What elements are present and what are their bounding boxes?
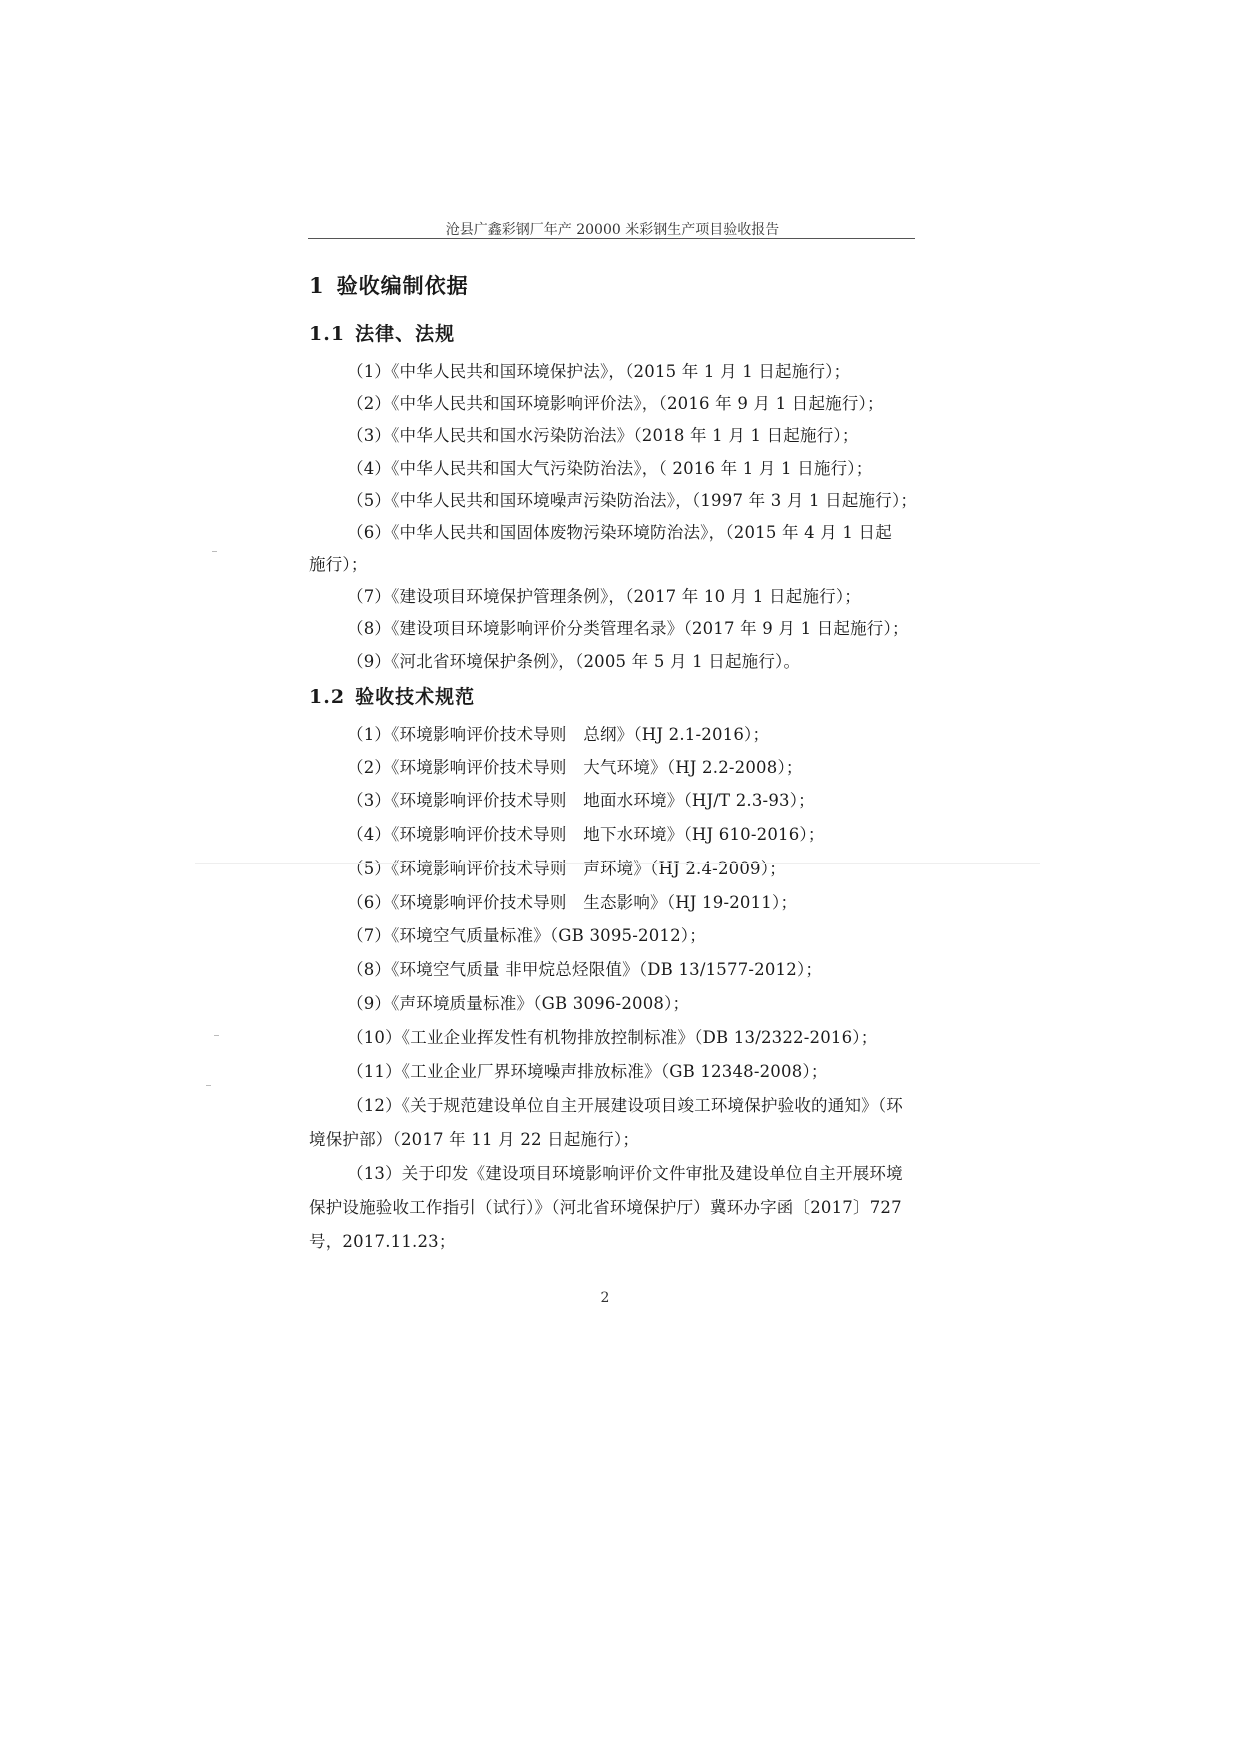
list-item: （2）《中华人民共和国环境影响评价法》，（2016 年 9 月 1 日起施行）； — [347, 394, 884, 413]
list-item: （1）《中华人民共和国环境保护法》，（2015 年 1 月 1 日起施行）； — [347, 362, 851, 381]
list-item: （5）《中华人民共和国环境噪声污染防治法》，（1997 年 3 月 1 日起施行）； — [347, 491, 918, 510]
list-item: （7）《建设项目环境保护管理条例》，（2017 年 10 月 1 日起施行）； — [347, 587, 862, 606]
list-item: （2）《环境影响评价技术导则 大气环境》（HJ 2.2-2008）； — [347, 758, 803, 777]
scan-artifact-line — [195, 863, 1040, 864]
list-item: （3）《环境影响评价技术导则 地面水环境》（HJ/T 2.3-93）； — [347, 791, 815, 810]
section-heading — [309, 270, 469, 300]
list-item: （8）《建设项目环境影响评价分类管理名录》（2017 年 9 月 1 日起施行）； — [347, 619, 909, 638]
subsection-number: 1.1 — [309, 323, 346, 345]
list-item-continuation: 号，2017.11.23； — [309, 1232, 456, 1251]
list-item: （4）《中华人民共和国大气污染防治法》，（ 2016 年 1 月 1 日施行）； — [347, 459, 873, 478]
subsection-title: 法律、法规 — [355, 323, 456, 345]
section-title: 验收编制依据 — [336, 273, 469, 298]
list-item-continuation: 保护设施验收工作指引（试行）》（河北省环境保护厅）冀环办字函〔2017〕727 — [309, 1198, 902, 1217]
subsection-heading-laws — [309, 319, 455, 346]
subsection-number: 1.2 — [309, 686, 346, 708]
scan-speck — [214, 1035, 219, 1036]
list-item: （12）《关于规范建设单位自主开展建设项目竣工环境保护验收的通知》（环 — [347, 1096, 903, 1115]
list-item: （6）《环境影响评价技术导则 生态影响》（HJ 19-2011）； — [347, 893, 798, 912]
scan-speck — [212, 551, 217, 552]
list-item: （8）《环境空气质量 非甲烷总烃限值》（DB 13/1577-2012）； — [347, 960, 823, 979]
list-item: （9）《河北省环境保护条例》，（2005 年 5 月 1 日起施行）。 — [347, 652, 801, 671]
list-item-continuation: 施行）； — [309, 555, 368, 574]
list-item: （11）《工业企业厂界环境噪声排放标准》（GB 12348-2008）； — [347, 1062, 828, 1081]
page-number: 2 — [600, 1290, 610, 1306]
list-item: （10）《工业企业挥发性有机物排放控制标准》（DB 13/2322-2016）； — [347, 1028, 878, 1047]
list-item: （4）《环境影响评价技术导则 地下水环境》（HJ 610-2016）； — [347, 825, 825, 844]
list-item: （9）《声环境质量标准》（GB 3096-2008）； — [347, 994, 690, 1013]
list-item: （13）关于印发《建设项目环境影响评价文件审批及建设单位自主开展环境 — [347, 1164, 903, 1183]
scan-speck — [206, 1085, 211, 1086]
header-divider — [308, 238, 915, 239]
list-item: （5）《环境影响评价技术导则 声环境》（HJ 2.4-2009）； — [347, 859, 786, 878]
section-number: 1 — [309, 273, 325, 298]
subsection-heading-standards — [309, 682, 475, 709]
running-header: 沧县广鑫彩钢厂年产 20000 米彩钢生产项目验收报告 — [445, 222, 780, 238]
list-item-continuation: 境保护部）（2017 年 11 月 22 日起施行）； — [309, 1130, 640, 1149]
subsection-title: 验收技术规范 — [355, 686, 476, 708]
list-item: （7）《环境空气质量标准》（GB 3095-2012）； — [347, 926, 706, 945]
list-item: （1）《环境影响评价技术导则 总纲》（HJ 2.1-2016）； — [347, 725, 770, 744]
list-item: （6）《中华人民共和国固体废物污染环境防治法》，（2015 年 4 月 1 日起 — [347, 523, 892, 542]
list-item: （3）《中华人民共和国水污染防治法》（2018 年 1 月 1 日起施行）； — [347, 426, 859, 445]
